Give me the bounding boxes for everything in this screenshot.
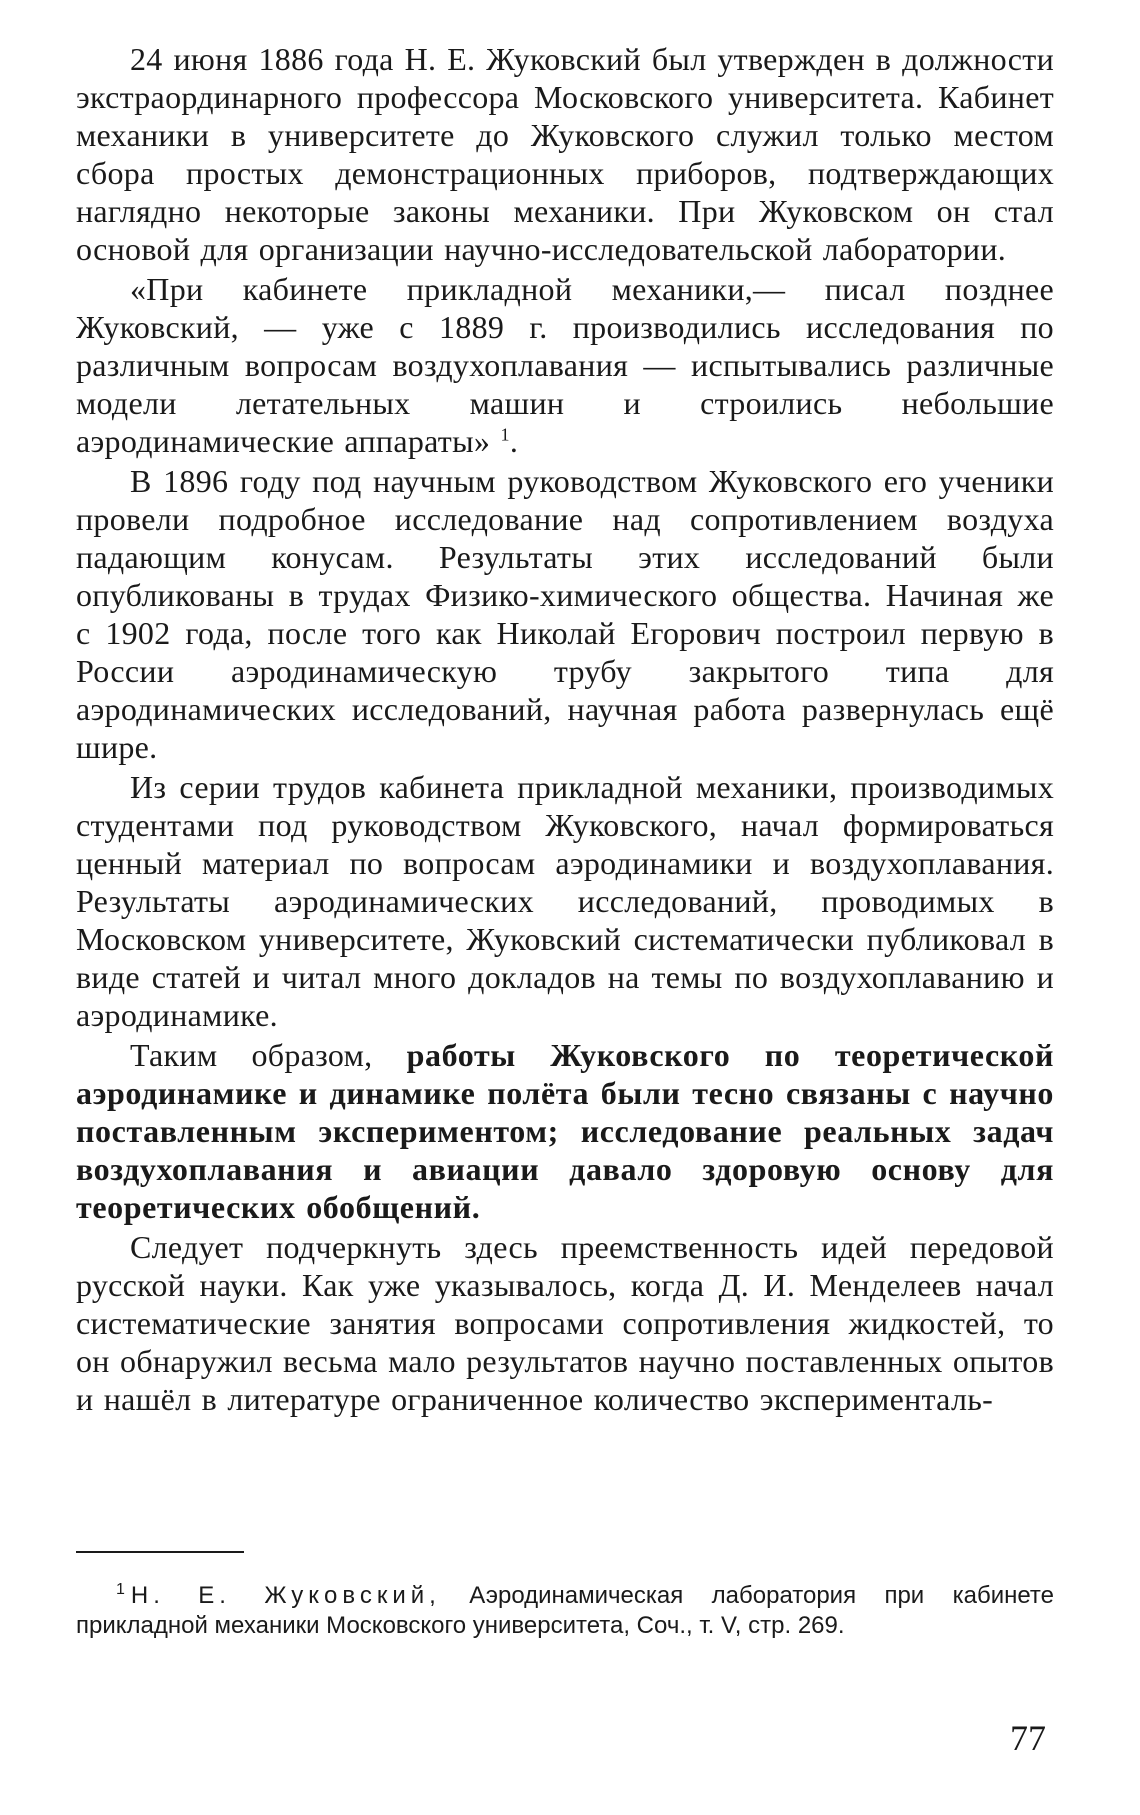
paragraph-5 [76,1036,1054,1226]
footnote-reference[interactable]: 1 [500,424,510,445]
paragraph-2 [76,270,1054,460]
paragraph-5-emphasis: работы Жуковского по теоретической аэродинамике и динамике полёта были тесно связаны с научно поставленным экспериментом; исследование реальных задач воздухоплавания и авиации давало здоровую основу для теоретических обобщений. [76,1037,1054,1225]
paragraph-2-end: . [509,423,519,459]
paragraph-2-text: «При кабинете прикладной механики,— писал позднее Жуковский, — уже с 1889 г. производились исследования по различным вопросам воздухоплавания — испытывались различные модели летательных машин и строились небольшие аэродинамические аппараты» [76,271,1054,459]
paragraph-3: В 1896 году под научным руководством Жуковского его ученики провели подробное исследование над сопротивлением воздуха падающим конусам. Результаты этих исследований были опубликованы в трудах Физико-химического общества. Начиная же с 1902 года, после того как Николай Егорович построил первую в России аэродинамическую трубу закрытого типа для аэродинамических исследований, научная работа развернулась ещё шире. [76,463,1054,765]
footnote-author: Н. Е. Жуковский, [130,1582,441,1609]
footnote-divider [76,1551,244,1553]
footnote-mark: 1 [116,1581,125,1598]
page-number: 77 [1010,1718,1046,1758]
paragraph-4: Из серии трудов кабинета прикладной механики, производимых студентами под руководством Жуковского, начал формироваться ценный материал по вопросам аэродинамики и воздухоплавания. Результаты аэродинамических исследований, проводимых в Московском университете, Жуковский систематически публиковал в виде статей и читал много докладов на темы по воздухоплаванию и аэродинамике. [76,769,1054,1033]
footnote-text: Аэродинамическая лаборатория при кабинете прикладной механики Московского университета, Соч., т. V, стр. 269. [76,1582,1054,1639]
page-body [76,40,1054,1418]
footnote [76,1581,1054,1641]
paragraph-6: Следует подчеркнуть здесь преемственность идей передовой русской науки. Как уже указывалось, когда Д. И. Менделеев начал систематические занятия вопросами сопротивления жидкостей, то он обнаружил весьма мало результатов научно поставленных опытов и нашёл в литературе ограниченное количество эксперименталь- [76,1229,1054,1417]
paragraph-5-lead: Таким образом, [130,1037,407,1073]
paragraph-1: 24 июня 1886 года Н. Е. Жуковский был утвержден в должности экстраординарного профессора Московского университета. Кабинет механики в университете до Жуковского служил только местом сбора простых демонстрационных приборов, подтверждающих наглядно некоторые законы механики. При Жуковском он стал основой для организации научно-исследовательской лаборатории. [76,41,1054,267]
